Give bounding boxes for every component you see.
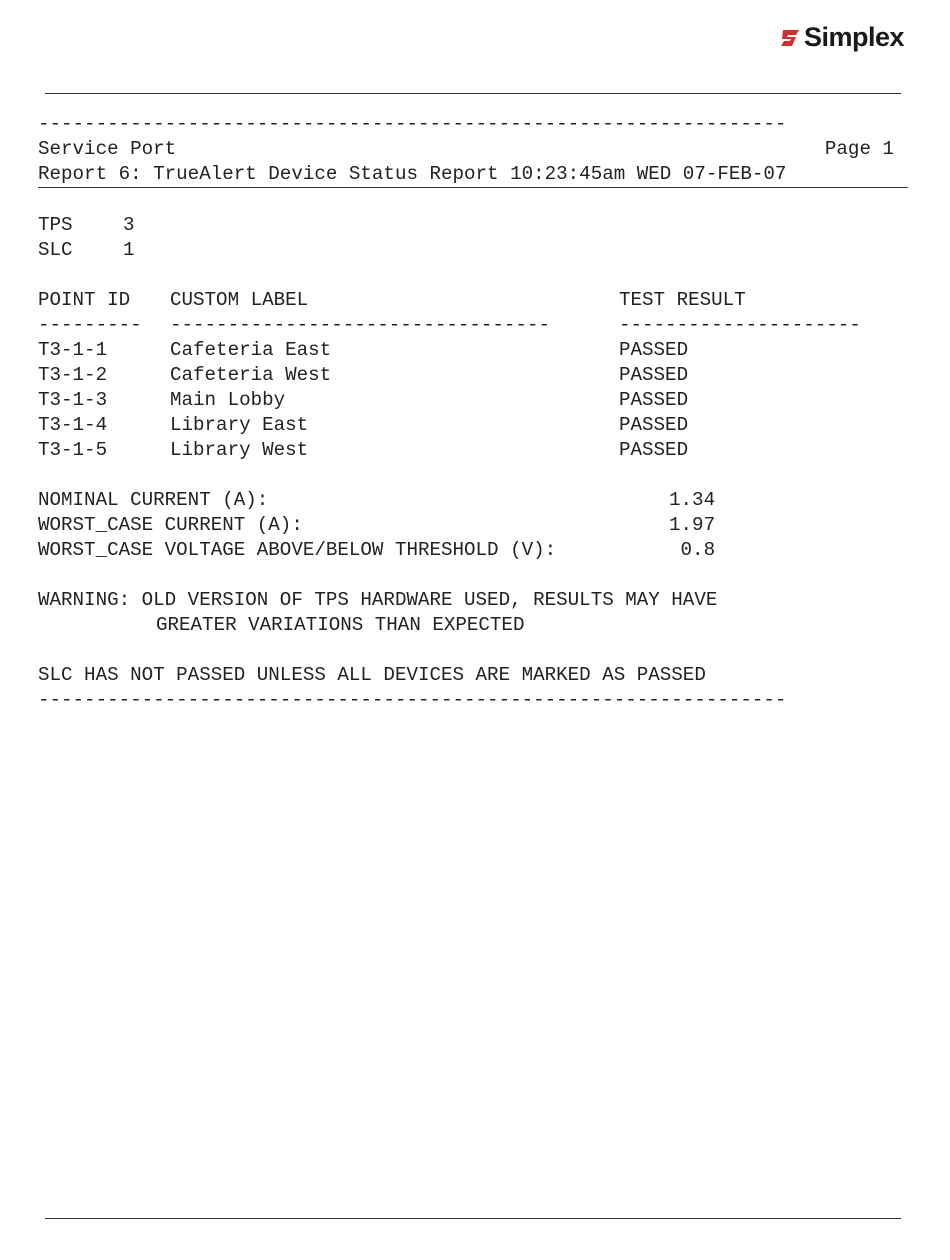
row-point-id: T3-1-1 [38,339,108,361]
measurement-label: WORST_CASE CURRENT (A): [38,514,303,536]
underline-point-id: --------- [38,314,142,336]
row-test-result: PASSED [619,364,689,386]
row-custom-label: Library East [170,414,309,436]
table-header [38,288,908,313]
logo-text: Simplex [803,22,904,52]
top-separator: ----------------------------------------------------------------- [38,113,787,135]
table-row [38,388,908,413]
row-custom-label: Main Lobby [170,389,286,411]
warning-line-1: WARNING: OLD VERSION OF TPS HARDWARE USED, RESULTS MAY HAVE [38,589,718,611]
header-title: Service Port [38,138,177,160]
report-title-line: Report 6: TrueAlert Device Status Report 10:23:45am WED 07-FEB-07 [38,162,908,188]
table-row [38,338,908,363]
measurement-value: 0.8 [646,539,716,561]
tps-line [38,213,908,238]
tps-label: TPS [38,214,73,236]
row-custom-label: Library West [170,439,309,461]
measurement-line [38,538,908,563]
row-custom-label: Cafeteria West [170,364,332,386]
col-test-result: TEST RESULT [619,289,746,311]
slc-line [38,238,908,263]
measurement-value: 1.97 [646,514,716,536]
slc-label: SLC [38,239,73,261]
table-header-underline [38,313,908,338]
underline-custom-label: --------------------------------- [170,314,550,336]
table-row [38,438,908,463]
table-row [38,363,908,388]
tps-value: 3 [123,214,135,236]
row-test-result: PASSED [619,339,689,361]
col-point-id: POINT ID [38,289,131,311]
header-line [38,137,894,162]
warning-line-2: GREATER VARIATIONS THAN EXPECTED [156,614,525,636]
page-number: Page 1 [824,138,894,160]
row-point-id: T3-1-3 [38,389,108,411]
measurement-value: 1.34 [646,489,716,511]
measurement-label: WORST_CASE VOLTAGE ABOVE/BELOW THRESHOLD (V): [38,539,557,561]
col-custom-label: CUSTOM LABEL [170,289,309,311]
underline-test-result: --------------------- [619,314,861,336]
footer-note: SLC HAS NOT PASSED UNLESS ALL DEVICES ARE MARKED AS PASSED [38,664,706,686]
slc-value: 1 [123,239,135,261]
bottom-separator: ----------------------------------------------------------------- [38,689,787,711]
simplex-logo [779,22,904,53]
row-test-result: PASSED [619,389,689,411]
measurement-line [38,488,908,513]
header-rule [45,93,901,94]
row-test-result: PASSED [619,439,689,461]
simplex-logo-icon [779,27,801,49]
measurement-label: NOMINAL CURRENT (A): [38,489,269,511]
row-test-result: PASSED [619,414,689,436]
row-custom-label: Cafeteria East [170,339,332,361]
row-point-id: T3-1-2 [38,364,108,386]
table-row [38,413,908,438]
row-point-id: T3-1-5 [38,439,108,461]
row-point-id: T3-1-4 [38,414,108,436]
footer-rule [45,1218,901,1219]
measurement-line [38,513,908,538]
report-body [38,112,908,713]
